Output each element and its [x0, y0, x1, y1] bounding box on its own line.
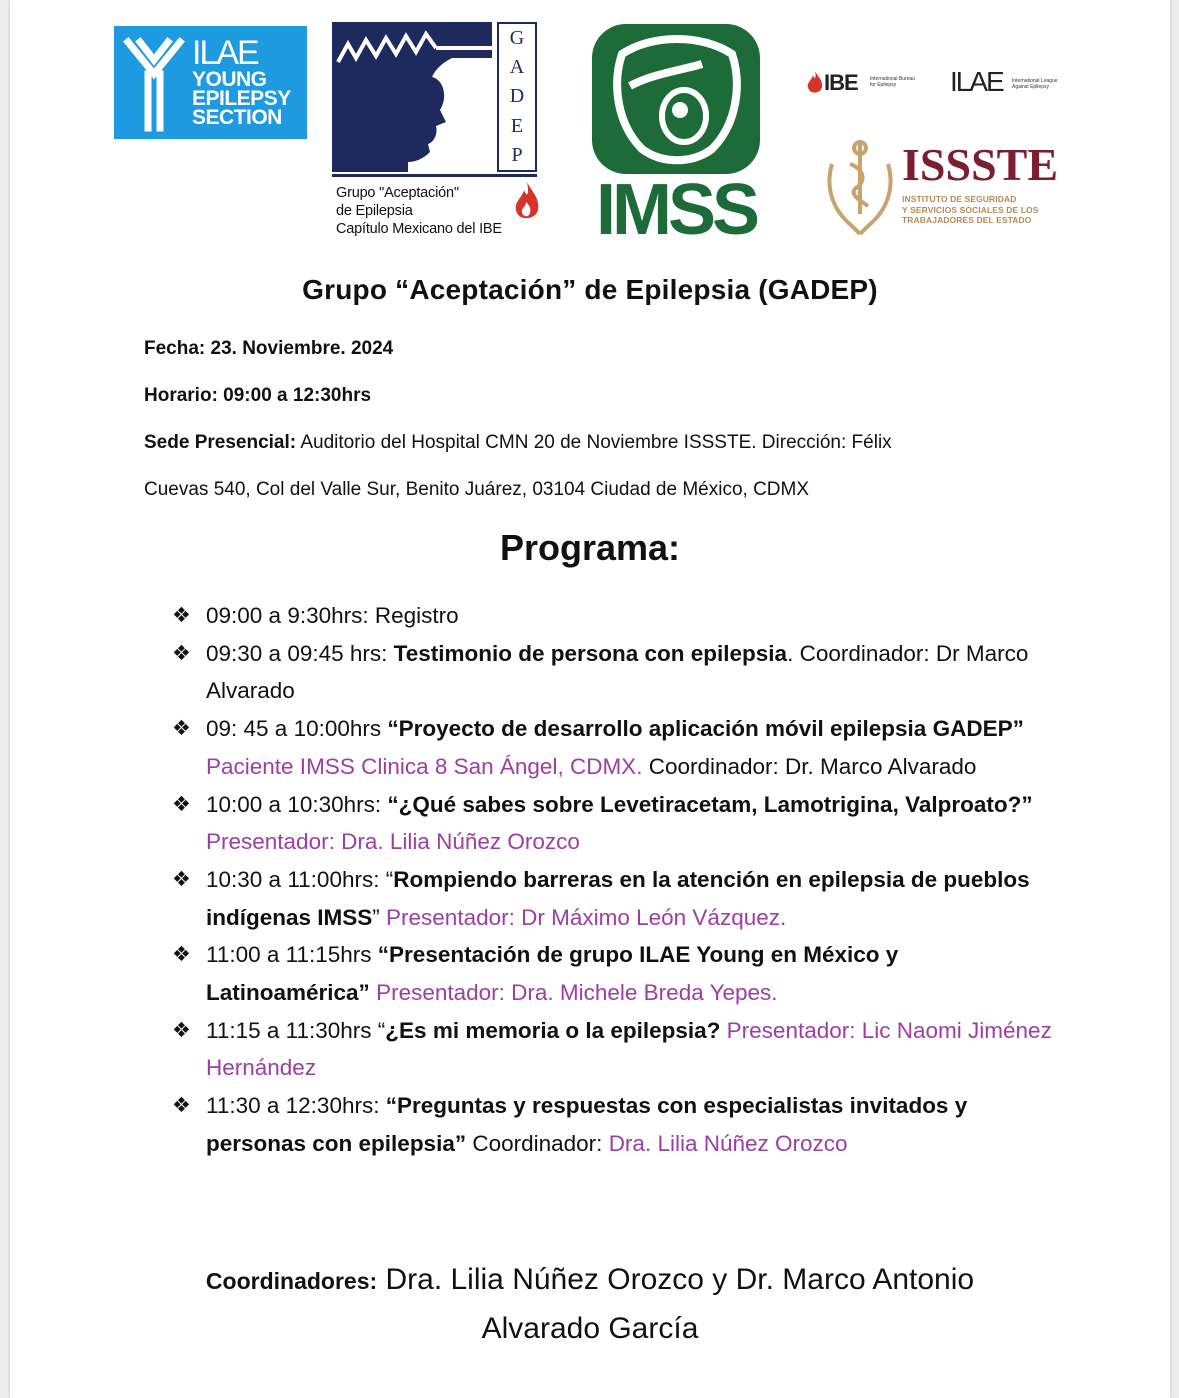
list-item: ❖ 10:00 a 10:30hrs: “¿Qué sabes sobre Levetiracetam, Lamotrigina, Valproato?” Presentador: Dra. Lilia Núñez Orozco — [172, 786, 1052, 861]
sede-line-1: Sede Presencial: Auditorio del Hospital CMN 20 de Noviembre ISSSTE. Dirección: Félix — [144, 432, 892, 453]
list-item: ❖ 10:30 a 11:00hrs: “Rompiendo barreras en la atención en epilepsia de pueblos indígenas IMSS” Presentador: Dr Máximo León Vázquez. — [172, 861, 1052, 936]
list-item: ❖ 09: 45 a 10:00hrs “Proyecto de desarrollo aplicación móvil epilepsia GADEP” Paciente IMSS Clinica 8 San Ángel, CDMX. Coordinador: Dr. Marco Alvarado — [172, 710, 1052, 785]
list-item: ❖ 11:30 a 12:30hrs: “Preguntas y respuestas con especialistas invitados y personas con epilepsia” Coordinador: Dra. Lilia Núñez Orozco — [172, 1087, 1052, 1162]
agenda-list — [172, 597, 1052, 1163]
ibe-flame-icon — [806, 70, 824, 96]
issste-subtitle: INSTITUTO DE SEGURIDAD Y SERVICIOS SOCIALES DE LOS TRABAJADORES DEL ESTADO — [902, 194, 1039, 225]
list-item: ❖ 09:30 a 09:45 hrs: Testimonio de persona con epilepsia. Coordinador: Dr Marco Alvarado — [172, 635, 1052, 710]
fecha: Fecha: 23. Noviembre. 2024 — [144, 338, 394, 359]
ilae-young-logo — [114, 26, 307, 139]
ilae-logo: ILAE International League Against Epilepsy — [950, 66, 1058, 97]
flame-icon — [512, 180, 542, 224]
bullet-icon: ❖ — [172, 1018, 191, 1042]
imss-eagle-icon — [592, 24, 760, 174]
sede-line-2: Cuevas 540, Col del Valle Sur, Benito Juárez, 03104 Ciudad de México, CDMX — [144, 479, 810, 500]
bullet-icon: ❖ — [172, 604, 191, 627]
imss-logo — [586, 24, 766, 248]
programa-heading: Programa: — [499, 527, 681, 568]
issste-hands-icon — [822, 134, 898, 238]
ibe-logo: IBE International Bureau for Epilepsy — [802, 68, 922, 98]
gadep-head-icon — [332, 22, 492, 172]
ilae-young-top-text: ILAE — [192, 34, 258, 72]
ilae-young-lines: YOUNG EPILEPSY SECTION — [192, 68, 291, 129]
issste-logo — [822, 134, 1059, 244]
document-page — [10, 0, 1170, 1398]
gadep-caption: Grupo "Aceptación" de Epilepsia Capítulo Mexicano del IBE — [336, 185, 502, 237]
bullet-icon: ❖ — [172, 717, 191, 741]
bullet-icon: ❖ — [172, 792, 191, 816]
list-item: ❖ 11:15 a 11:30hrs “¿Es mi memoria o la epilepsia? Presentador: Lic Naomi Jiménez Hernández — [172, 1012, 1052, 1087]
list-item: ❖ 11:00 a 11:15hrs “Presentación de grupo ILAE Young en México y Latinoamérica” Presentador: Dra. Michele Breda Yepes. — [172, 936, 1052, 1011]
gadep-vertical-letters: G A D E P — [497, 22, 537, 172]
bullet-icon: ❖ — [172, 641, 191, 665]
ilae-y-icon — [120, 34, 188, 132]
gadep-head-graphic — [332, 22, 492, 172]
imss-wordmark: IMSS — [595, 170, 757, 250]
gadep-logo — [332, 22, 542, 244]
horario: Horario: 09:00 a 12:30hrs — [144, 385, 372, 406]
bullet-icon: ❖ — [172, 943, 191, 967]
imss-shield — [592, 24, 760, 174]
bullet-icon: ❖ — [172, 1094, 191, 1118]
document-title: Grupo “Aceptación” de Epilepsia (GADEP) — [302, 274, 878, 305]
gadep-divider — [332, 174, 537, 177]
issste-wordmark: ISSSTE — [902, 139, 1059, 190]
list-item: ❖ 09:00 a 9:30hrs: Registro — [172, 597, 1052, 635]
coordinadores-label: Coordinadores: — [205, 1268, 378, 1294]
bullet-icon: ❖ — [172, 867, 191, 891]
coordinadores: Coordinadores: Dra. Lilia Núñez Orozco y Dr. Marco Antonio Alvarado García — [205, 1263, 975, 1345]
